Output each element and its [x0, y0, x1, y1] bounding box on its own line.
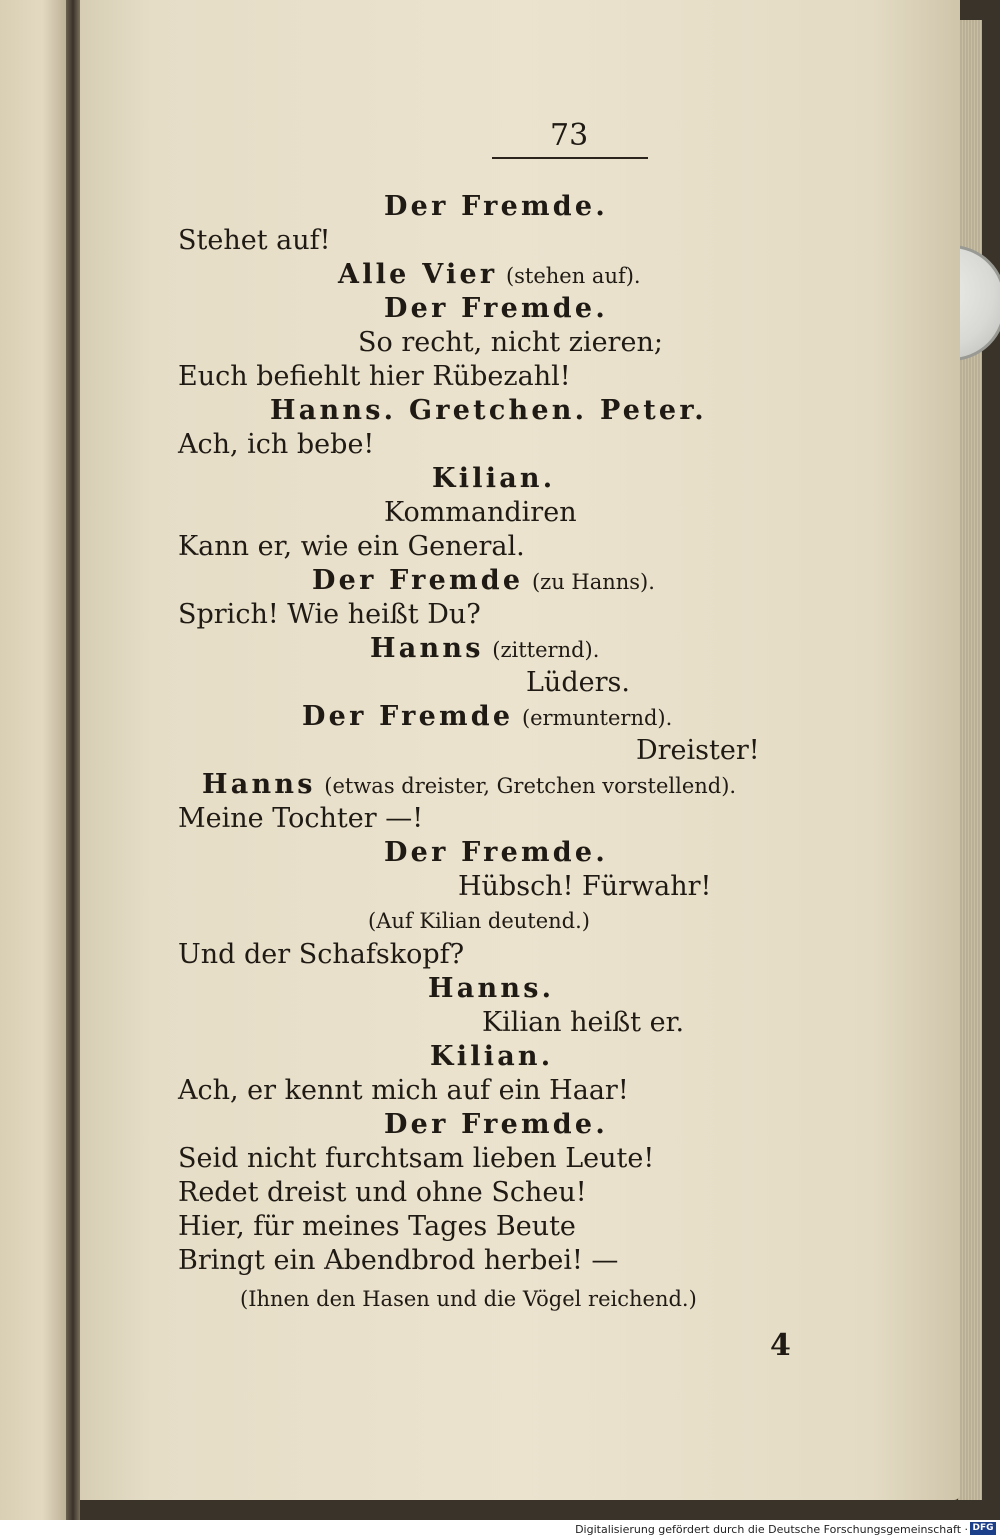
speaker-name: Der Fremde: [302, 701, 514, 732]
book-page: [80, 0, 960, 1500]
text-line: [432, 462, 555, 496]
text-line: [178, 224, 330, 258]
text-line: [178, 530, 525, 564]
text-line: [178, 1074, 629, 1108]
verse-text: Und der Schafskopf?: [178, 939, 465, 970]
page-edges: [958, 20, 982, 1500]
speaker-name: Hanns: [202, 769, 316, 800]
text-line: [636, 734, 760, 768]
speaker-name: Der Fremde: [312, 565, 524, 596]
text-line: [178, 802, 423, 836]
stage-direction: (Ihnen den Hasen und die Vögel reichend.): [240, 1287, 697, 1311]
verse-text: Redet dreist und ohne Scheu!: [178, 1177, 587, 1208]
text-line: [178, 1176, 587, 1210]
text-line: [370, 632, 599, 667]
text-line: [358, 326, 663, 360]
speaker-name: Kilian.: [432, 463, 556, 494]
signature-mark: 4: [770, 1328, 791, 1363]
verse-text: Euch befiehlt hier Rübezahl!: [178, 361, 571, 392]
text-line: [368, 904, 590, 938]
stage-direction: (etwas dreister, Gretchen vorstellend).: [324, 774, 737, 798]
dfg-logo: DFG: [970, 1522, 996, 1535]
verse-text: Stehet auf!: [178, 225, 331, 256]
text-line: [270, 394, 707, 428]
speaker-name: Der Fremde.: [384, 293, 608, 324]
verse-text: Bringt ein Abendbrod herbei! —: [178, 1245, 619, 1276]
verse-text: Meine Tochter —!: [178, 803, 424, 834]
verse-text: Hübsch! Fürwahr!: [458, 871, 712, 902]
speaker-name: Der Fremde.: [384, 837, 608, 868]
text-line: [384, 836, 608, 870]
text-line: [338, 258, 641, 293]
text-line: [458, 870, 711, 904]
speaker-name: Hanns: [370, 633, 484, 664]
verse-text: Kilian heißt er.: [482, 1007, 685, 1038]
stage-direction: (stehen auf).: [505, 264, 641, 288]
text-line: [178, 938, 464, 972]
stage-direction: (Auf Kilian deutend.): [368, 909, 590, 933]
verse-text: Ach, ich bebe!: [178, 429, 375, 460]
text-line: [178, 598, 481, 632]
text-line: [384, 292, 608, 326]
verse-text: Seid nicht furchtsam lieben Leute!: [178, 1143, 655, 1174]
speaker-name: Der Fremde.: [384, 191, 608, 222]
verse-text: Hier, für meines Tages Beute: [178, 1211, 576, 1242]
text-line: [526, 666, 630, 700]
speaker-name: Hanns.: [428, 973, 555, 1004]
footer-credit: Digitalisierung gefördert durch die Deutsche Forschungsgemeinschaft ·: [575, 1523, 968, 1536]
text-line: [178, 428, 374, 462]
verse-text: Sprich! Wie heißt Du?: [178, 599, 481, 630]
page-number: 73: [550, 118, 589, 153]
speaker-name: Alle Vier: [338, 259, 498, 290]
verse-text: Kann er, wie ein General.: [178, 531, 525, 562]
text-line: [384, 190, 608, 224]
text-line: [202, 768, 736, 803]
verse-text: So recht, nicht zieren;: [358, 327, 663, 358]
stage-direction: (zitternd).: [492, 638, 600, 662]
page-number-rule: [492, 157, 648, 159]
text-line: [178, 1142, 654, 1176]
text-line: [312, 564, 655, 599]
text-line: [178, 360, 571, 394]
text-line: [178, 1244, 618, 1278]
speaker-name: Hanns. Gretchen. Peter.: [270, 395, 707, 426]
stage-direction: (zu Hanns).: [531, 570, 655, 594]
text-line: [430, 1040, 553, 1074]
text-line: [240, 1282, 697, 1316]
speaker-name: Der Fremde.: [384, 1109, 608, 1140]
stage-direction: (ermunternd).: [521, 706, 673, 730]
text-line: [384, 1108, 608, 1142]
verse-text: Dreister!: [636, 735, 760, 766]
book-gutter: [66, 0, 80, 1520]
left-page-edge: [0, 0, 70, 1520]
verse-text: Lüders.: [526, 667, 630, 698]
verse-text: Ach, er kennt mich auf ein Haar!: [178, 1075, 629, 1106]
text-line: [178, 1210, 576, 1244]
speaker-name: Kilian.: [430, 1041, 554, 1072]
text-line: [384, 496, 577, 530]
verse-text: Kommandiren: [384, 497, 577, 528]
text-line: [482, 1006, 684, 1040]
text-line: [302, 700, 672, 735]
text-line: [428, 972, 554, 1006]
